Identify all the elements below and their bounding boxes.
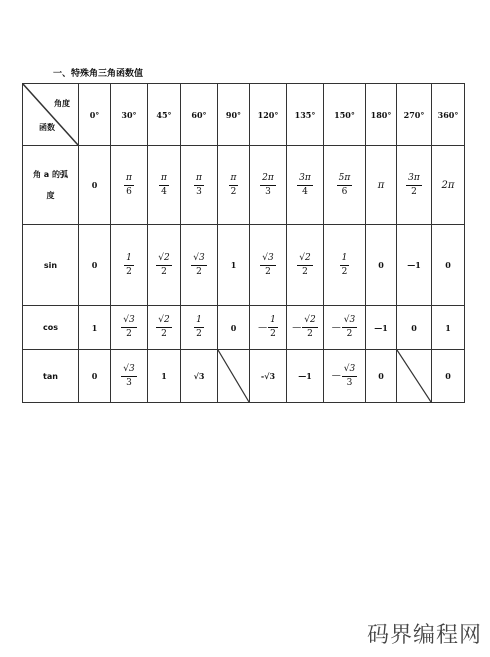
value-cell bbox=[366, 350, 397, 403]
angle-header: 270° bbox=[397, 84, 432, 146]
numerator: √3 bbox=[260, 254, 275, 266]
value-cell bbox=[324, 306, 366, 350]
text-value: 0 bbox=[230, 322, 237, 333]
value-cell bbox=[397, 146, 432, 225]
denominator: 4 bbox=[161, 186, 167, 197]
value-cell bbox=[287, 146, 324, 225]
denominator: 2 bbox=[270, 329, 276, 339]
angle-header: 135° bbox=[287, 84, 324, 146]
denominator: 4 bbox=[302, 186, 308, 197]
value-cell bbox=[324, 146, 366, 225]
undefined-cell bbox=[397, 350, 432, 403]
page-title: 一、特殊角三角函数值 bbox=[53, 69, 144, 79]
numerator: 3π bbox=[297, 174, 313, 186]
fraction bbox=[156, 254, 171, 277]
fraction bbox=[342, 365, 357, 388]
text-value: 0 bbox=[411, 322, 417, 333]
corner-cell bbox=[23, 84, 79, 146]
value-cell bbox=[287, 306, 324, 350]
value-cell bbox=[397, 306, 432, 350]
denominator: 2 bbox=[302, 266, 308, 277]
angle-header: 90° bbox=[218, 84, 250, 146]
numerator: π bbox=[159, 174, 169, 186]
fraction bbox=[337, 174, 353, 197]
value-cell bbox=[218, 306, 250, 350]
trig-values-table bbox=[22, 83, 465, 403]
text-value: 0 bbox=[91, 371, 98, 381]
corner-angle-label: 角度 bbox=[54, 99, 70, 108]
denominator: 6 bbox=[126, 186, 132, 197]
denominator: 3 bbox=[265, 186, 271, 197]
fraction bbox=[260, 174, 276, 197]
numerator: √3 bbox=[342, 365, 357, 377]
fraction bbox=[194, 316, 204, 339]
numerator: √3 bbox=[342, 316, 357, 328]
value-cell bbox=[324, 350, 366, 403]
text-value: 1 bbox=[445, 322, 451, 333]
denominator: 2 bbox=[346, 329, 353, 339]
numerator: √3 bbox=[121, 316, 136, 328]
numerator: 5π bbox=[337, 174, 353, 186]
fraction bbox=[194, 174, 204, 197]
value-cell bbox=[432, 225, 465, 306]
cos-row bbox=[23, 306, 465, 350]
text-value: 0 bbox=[445, 371, 451, 381]
value-cell bbox=[432, 350, 465, 403]
value-cell bbox=[324, 225, 366, 306]
numerator: π bbox=[194, 174, 204, 186]
value-cell bbox=[148, 350, 181, 403]
text-value: —1 bbox=[374, 322, 388, 333]
fraction bbox=[260, 254, 275, 277]
value-cell bbox=[148, 306, 181, 350]
value-cell bbox=[181, 350, 218, 403]
fraction bbox=[124, 174, 134, 197]
angle-header: 60° bbox=[181, 84, 218, 146]
row-label-radian-line2: 度 bbox=[46, 191, 55, 200]
minus-sign: — bbox=[292, 322, 302, 333]
denominator: 2 bbox=[307, 329, 313, 339]
value-cell bbox=[250, 350, 287, 403]
numerator: 1 bbox=[124, 254, 134, 266]
numerator: 2π bbox=[260, 174, 276, 186]
numerator: √2 bbox=[297, 254, 312, 266]
value-cell bbox=[111, 146, 148, 225]
angle-header: 45° bbox=[148, 84, 181, 146]
symbol-value: π bbox=[377, 179, 385, 191]
numerator: √2 bbox=[156, 254, 171, 266]
value-cell bbox=[366, 146, 397, 225]
fraction bbox=[297, 174, 313, 197]
fraction bbox=[342, 316, 357, 339]
site-watermark: 码界编程网 bbox=[366, 623, 482, 648]
denominator: 2 bbox=[161, 266, 167, 277]
denominator: 2 bbox=[230, 186, 237, 197]
text-value: 0 bbox=[445, 260, 451, 270]
fraction bbox=[156, 316, 171, 339]
fraction bbox=[191, 254, 206, 277]
value-cell bbox=[79, 350, 111, 403]
value-cell bbox=[111, 225, 148, 306]
numerator: √2 bbox=[302, 316, 317, 328]
value-cell bbox=[366, 225, 397, 306]
denominator: 2 bbox=[196, 266, 202, 277]
row-label-tan: tan bbox=[23, 350, 79, 403]
fraction bbox=[159, 174, 169, 197]
text-value: √3 bbox=[193, 371, 205, 381]
numerator: 1 bbox=[194, 316, 204, 328]
value-cell bbox=[218, 146, 250, 225]
text-value: 0 bbox=[91, 180, 98, 190]
numerator: 1 bbox=[340, 254, 350, 266]
numerator: π bbox=[229, 174, 239, 186]
symbol-value: 2π bbox=[441, 179, 455, 191]
minus-sign: — bbox=[258, 322, 268, 333]
denominator: 2 bbox=[126, 329, 132, 339]
value-cell bbox=[287, 225, 324, 306]
text-value: -√3 bbox=[260, 371, 276, 381]
fraction bbox=[268, 316, 278, 339]
value-cell bbox=[432, 306, 465, 350]
denominator: 2 bbox=[126, 266, 132, 277]
denominator: 2 bbox=[341, 266, 348, 277]
text-value: 1 bbox=[161, 371, 167, 381]
value-cell bbox=[79, 306, 111, 350]
numerator: 3π bbox=[406, 174, 422, 186]
text-value: —1 bbox=[298, 371, 312, 381]
numerator: π bbox=[124, 174, 134, 186]
fraction bbox=[121, 365, 136, 388]
tan-row bbox=[23, 350, 465, 403]
value-cell bbox=[432, 146, 465, 225]
denominator: 2 bbox=[411, 186, 417, 197]
fraction bbox=[406, 174, 422, 197]
numerator: √3 bbox=[121, 365, 136, 377]
value-cell bbox=[218, 225, 250, 306]
row-label-sin: sin bbox=[23, 225, 79, 306]
header-row bbox=[23, 84, 465, 146]
angle-header: 0° bbox=[79, 84, 111, 146]
denominator: 2 bbox=[161, 329, 167, 339]
denominator: 2 bbox=[196, 329, 202, 339]
numerator: √2 bbox=[156, 316, 171, 328]
value-cell bbox=[148, 225, 181, 306]
angle-header: 120° bbox=[250, 84, 287, 146]
undefined-slash bbox=[397, 350, 431, 402]
numerator: √3 bbox=[191, 254, 206, 266]
value-cell bbox=[250, 306, 287, 350]
value-cell bbox=[79, 146, 111, 225]
undefined-slash bbox=[218, 350, 249, 402]
numerator: 1 bbox=[268, 316, 278, 328]
value-cell bbox=[148, 146, 181, 225]
fraction bbox=[124, 254, 134, 277]
denominator: 3 bbox=[126, 377, 132, 388]
value-cell bbox=[366, 306, 397, 350]
radian-row bbox=[23, 146, 465, 225]
angle-header: 180° bbox=[366, 84, 397, 146]
minus-sign: — bbox=[331, 371, 341, 381]
text-value: 0 bbox=[378, 260, 384, 270]
denominator: 3 bbox=[346, 377, 353, 388]
value-cell bbox=[181, 306, 218, 350]
fraction bbox=[302, 316, 317, 339]
denominator: 6 bbox=[341, 186, 348, 197]
row-label-radian bbox=[23, 146, 79, 225]
text-value: 1 bbox=[91, 322, 98, 333]
value-cell bbox=[181, 146, 218, 225]
angle-header: 360° bbox=[432, 84, 465, 146]
corner-function-label: 函数 bbox=[39, 123, 55, 132]
fraction bbox=[229, 174, 239, 197]
text-value: 0 bbox=[378, 371, 384, 381]
fraction bbox=[340, 254, 350, 277]
fraction bbox=[121, 316, 136, 339]
text-value: 0 bbox=[91, 260, 98, 270]
denominator: 2 bbox=[265, 266, 271, 277]
sin-row bbox=[23, 225, 465, 306]
value-cell bbox=[397, 225, 432, 306]
value-cell bbox=[79, 225, 111, 306]
denominator: 3 bbox=[196, 186, 202, 197]
value-cell bbox=[111, 350, 148, 403]
value-cell bbox=[250, 225, 287, 306]
value-cell bbox=[111, 306, 148, 350]
value-cell bbox=[250, 146, 287, 225]
value-cell bbox=[287, 350, 324, 403]
minus-sign: — bbox=[331, 322, 341, 333]
row-label-radian-line1: 角 a 的弧 bbox=[33, 170, 68, 179]
text-value: —1 bbox=[407, 260, 421, 270]
undefined-cell bbox=[218, 350, 250, 403]
text-value: 1 bbox=[230, 260, 237, 270]
angle-header: 150° bbox=[324, 84, 366, 146]
value-cell bbox=[181, 225, 218, 306]
fraction bbox=[297, 254, 312, 277]
row-label-cos: cos bbox=[23, 306, 79, 350]
angle-header: 30° bbox=[111, 84, 148, 146]
